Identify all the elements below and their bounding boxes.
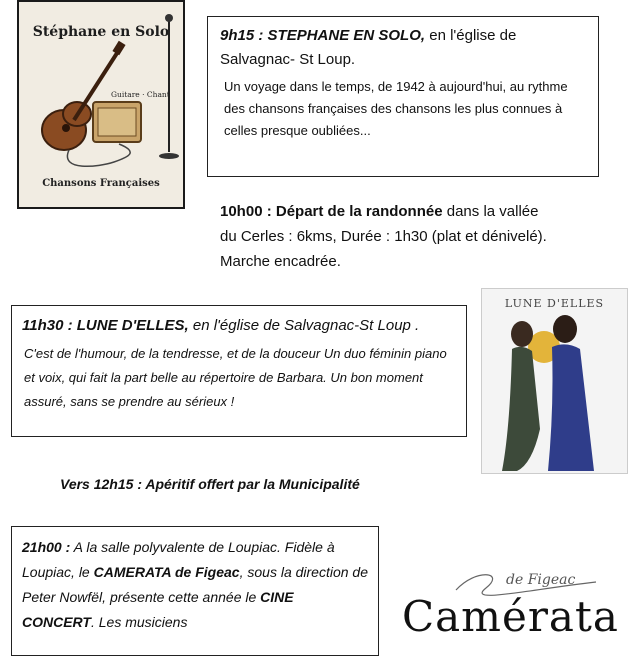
event-part4: . Les musiciens bbox=[90, 614, 188, 630]
event-box-camerata bbox=[11, 526, 379, 656]
event-heading bbox=[22, 315, 456, 337]
event-time-title: 10h00 : Départ de la randonnée bbox=[220, 203, 443, 220]
event-place: en l'église de Salvagnac- St Loup. bbox=[220, 27, 517, 68]
event-heading bbox=[220, 24, 586, 72]
logo-script: de Figeac bbox=[506, 572, 576, 588]
poster-subtitle: Guitare · Chant bbox=[111, 90, 170, 99]
event-box-lune-delles bbox=[11, 305, 467, 437]
event-part2: , sous la direction de Peter Nowfël, bbox=[22, 564, 368, 605]
event-time: 11h30 : bbox=[22, 317, 73, 334]
event-name: STEPHANE EN SOLO, bbox=[267, 27, 426, 44]
aperitif-note: Vers 12h15 : Apéritif offert par la Municipalité bbox=[60, 476, 360, 492]
event-text: dans la vallée du Cerles : 6kms, Durée : 1h30 (plat et dénivelé). Marche encadrée. bbox=[220, 203, 547, 270]
poster-title: Stéphane en Solo bbox=[32, 24, 170, 40]
poster-stephane-en-solo bbox=[17, 0, 185, 209]
poster-lune-delles bbox=[481, 288, 628, 474]
event-part1: A la salle polyvalente de Loupiac. Fidèle à Loupiac, le bbox=[22, 539, 335, 580]
event-description: Un voyage dans le temps, de 1942 à aujourd'hui, au rythme des chansons françaises des chansons les plus connues à celles presque oubliées... bbox=[224, 79, 568, 138]
event-place: en l'église de Salvagnac-St Loup . bbox=[192, 317, 420, 334]
event-name: CAMERATA de Figeac bbox=[93, 564, 240, 580]
event-description: C'est de l'humour, de la tendresse, et de la douceur Un duo féminin piano et voix, qui fait la part belle au répertoire de Barbara. Un bon moment assuré, sans se prendre au sérieux ! bbox=[24, 346, 447, 409]
poster-footer: Chansons Françaises bbox=[42, 178, 160, 189]
camerata-logo bbox=[396, 560, 636, 640]
event-concert: CINE CONCERT bbox=[22, 589, 294, 630]
event-randonnee bbox=[220, 199, 550, 274]
event-name: LUNE D'ELLES, bbox=[76, 317, 189, 334]
duo-photo-illustration bbox=[482, 289, 628, 474]
logo-name: Camérata bbox=[402, 592, 619, 641]
event-text bbox=[22, 535, 368, 635]
event-part3: présente cette année le bbox=[109, 589, 257, 605]
event-time: 21h00 : bbox=[22, 539, 71, 555]
poster-title: LUNE D'ELLES bbox=[504, 297, 605, 310]
event-time: 9h15 : bbox=[220, 27, 264, 44]
event-box-stephane-en-solo bbox=[207, 16, 599, 177]
